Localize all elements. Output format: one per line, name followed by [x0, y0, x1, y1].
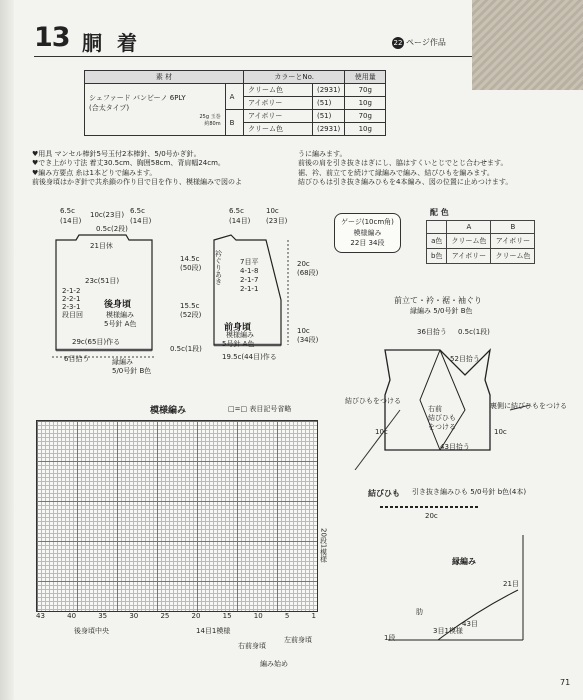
front-d6: 4-1-8	[240, 267, 259, 275]
back-d13: 29c(65目)作る	[72, 338, 121, 346]
front-d19: 衿ぐりあき	[214, 250, 223, 285]
color-table	[426, 220, 535, 264]
front-d12: (52段)	[180, 311, 202, 319]
edge-l4: 結びひもをつける	[345, 397, 401, 405]
row-b-label: b色	[427, 249, 447, 264]
front-d16: (68段)	[297, 269, 319, 277]
border-l2: 43目	[462, 620, 478, 628]
front-d8: 2-1-1	[240, 285, 259, 293]
chart-b3: 右前身頃	[238, 642, 266, 650]
back-d9: 2-1-2	[62, 287, 81, 295]
back-d8: 23c(51目)	[85, 277, 120, 285]
chart-b1: 後身頃中央	[74, 627, 109, 635]
set-a: A	[225, 84, 243, 110]
back-d15: 縁編み	[112, 358, 133, 366]
notes-right	[298, 150, 512, 188]
gauge-l1: ゲージ(10cm角)	[341, 218, 394, 226]
chart-num: 43	[36, 612, 45, 620]
front-sub1: 模様編み	[226, 331, 254, 339]
border-l3: 3目1模様	[433, 627, 463, 635]
note-right-2: 前後の肩を引き抜きはぎにし、脇はすくいとじでとじ合わせます。	[298, 159, 508, 168]
front-d5: 7目平	[240, 258, 259, 266]
front-d10: (50段)	[180, 264, 202, 272]
col-a: A	[447, 221, 491, 234]
note-right-1: うに編みます。	[298, 150, 347, 158]
back-d6: 0.5c(2段)	[96, 225, 128, 233]
no-a1: (2931)	[313, 84, 345, 97]
border-title: 縁編み	[452, 557, 476, 566]
edge-sub: 縁編み 5/0号針 B色	[410, 307, 473, 315]
set-b: B	[225, 110, 243, 136]
colortable-title: 配 色	[430, 208, 449, 217]
edge-l1: 36目拾う	[417, 328, 447, 336]
front-sub2: 5号針 A色	[222, 340, 255, 348]
col-material: 素 材	[85, 71, 244, 84]
row-a-label: a色	[427, 234, 447, 249]
row-b-a: アイボリー	[447, 249, 491, 264]
back-title: 後身頃	[104, 300, 132, 310]
gauge-box	[334, 213, 401, 253]
row-a-a: クリーム色	[447, 234, 491, 249]
amount-b1: 70g	[345, 110, 386, 123]
col-color: カラーとNo.	[244, 71, 345, 84]
front-d9: 14.5c	[180, 255, 200, 263]
note-right-4: 結びひもは引き抜き編みひもを4本編み、図の位置に止めつけます。	[298, 178, 513, 187]
tie-line	[380, 506, 480, 508]
chart-b4: 左前身頃	[284, 636, 312, 644]
front-d14: 19.5c(44目)作る	[222, 353, 277, 361]
color-a1: クリーム色	[244, 84, 313, 97]
chart-b5: 編み始め	[260, 660, 288, 668]
edge-l3: 52目拾う	[450, 355, 480, 363]
tie-sub: 引き抜き編みひも 5/0号針 b色(4本)	[412, 488, 527, 496]
back-d16: 5/0号針 B色	[112, 367, 152, 375]
note-size: ♥でき上がり寸法 着丈30.5cm、胸囲58cm、背肩幅24cm。	[32, 159, 225, 168]
front-d1: 6.5c	[229, 207, 244, 215]
chart-num: 5	[284, 612, 290, 620]
ref-text: ページ作品	[406, 38, 446, 47]
header-rule	[34, 56, 474, 57]
chart-num: 15	[222, 612, 232, 620]
chart-num: 10	[253, 612, 263, 620]
chart-num: 30	[129, 612, 139, 620]
back-d12: 段目回	[62, 311, 83, 319]
edge-l11: 10c	[494, 428, 507, 436]
amount-a2: 10g	[345, 97, 386, 110]
back-d14: 6目拾う	[64, 355, 90, 363]
back-d10: 2-2-1	[62, 295, 81, 303]
chart-side: 20段1模様	[319, 528, 328, 563]
page-reference	[392, 37, 446, 49]
note-body: 前後身頃はかぎ針で共糸鎖の作り目で目を作り、模様編みで図のよ	[32, 178, 242, 187]
no-b1: (51)	[313, 110, 345, 123]
chart-num: 40	[67, 612, 77, 620]
yarn-cell	[85, 84, 226, 136]
front-d15: 20c	[297, 260, 310, 268]
ref-badge: 22	[393, 39, 403, 47]
no-a2: (51)	[313, 97, 345, 110]
page-number: 71	[560, 678, 571, 687]
edge-l5: 10c	[375, 428, 388, 436]
back-sub2: 5号針 A色	[104, 320, 137, 328]
stitch-chart-grid	[36, 420, 318, 612]
front-d11: 15.5c	[180, 302, 200, 310]
border-l5: 肋	[416, 608, 423, 616]
border-l1: 21目	[503, 580, 519, 588]
chart-title: 模様編み	[150, 406, 187, 416]
chart-num: 1	[311, 612, 316, 620]
materials-table	[84, 70, 386, 136]
yarn-type: (合太タイプ)	[89, 103, 130, 112]
edge-l6: 右前	[428, 405, 442, 413]
edge-l9: 43目拾う	[440, 443, 470, 451]
front-d2: (14目)	[229, 217, 251, 225]
chart-legend: □=□ 表目記号省略	[228, 405, 292, 413]
garment-photo	[472, 0, 583, 90]
back-d2: (14目)	[60, 217, 82, 225]
back-d5: (14目)	[130, 217, 152, 225]
row-b-b: クリーム色	[491, 249, 535, 264]
chart-num: 20	[191, 612, 201, 620]
chart-num: 35	[98, 612, 108, 620]
amount-b2: 10g	[345, 123, 386, 136]
front-d17: 10c	[297, 327, 310, 335]
page-binding	[0, 0, 14, 700]
back-d3: 10c(23目)	[90, 211, 125, 219]
back-d4: 6.5c	[130, 207, 145, 215]
edge-l7: 結びひも	[428, 414, 456, 422]
front-d7: 2-1-7	[240, 276, 259, 284]
edge-title: 前立て・衿・裾・袖ぐり	[394, 296, 482, 305]
yarn-note2: 約80m	[204, 120, 221, 127]
color-a2: アイボリー	[244, 97, 313, 110]
back-d11: 2-3-1	[62, 303, 81, 311]
front-d4: (23目)	[266, 217, 288, 225]
chart-num: 25	[160, 612, 170, 620]
note-points: ♥編み方要点 糸は1本どりで編みます。	[32, 168, 157, 177]
edge-l10: 裏側に結びひもをつける	[490, 402, 567, 410]
back-d1: 6.5c	[60, 207, 75, 215]
front-d13: 0.5c(1段)	[170, 345, 202, 353]
border-l4: 1段	[384, 634, 396, 642]
color-b2: クリーム色	[244, 123, 313, 136]
pattern-number: 13	[34, 22, 70, 53]
yarn-name: シェファード バンビーノ 6PLY	[89, 93, 186, 102]
chart-b2: 14目1模様	[196, 627, 231, 635]
gauge-l2: 模様編み	[353, 228, 382, 237]
amount-a1: 70g	[345, 84, 386, 97]
front-title: 前身頃	[224, 323, 252, 333]
back-sub1: 模様編み	[106, 311, 134, 319]
gauge-l3: 22目 34段	[350, 239, 385, 247]
no-b2: (2931)	[313, 123, 345, 136]
edge-l8: をつける	[428, 423, 456, 431]
notes-left	[32, 150, 242, 188]
col-amount: 使用量	[345, 71, 386, 84]
row-a-b: アイボリー	[491, 234, 535, 249]
color-b1: アイボリー	[244, 110, 313, 123]
pattern-title: 胴 着	[82, 31, 141, 55]
note-tools: ♥用具 マンセル棒針5号玉付2本棒針、5/0号かぎ針。	[32, 150, 201, 158]
back-d7: 21目休	[90, 242, 113, 250]
yarn-note1: 25g 玉巻	[199, 113, 221, 120]
tie-len: 20c	[425, 512, 438, 520]
front-d3: 10c	[266, 207, 279, 215]
tie-title: 結びひも	[368, 489, 400, 498]
front-d18: (34段)	[297, 336, 319, 344]
edge-l2: 0.5c(1段)	[458, 328, 490, 336]
col-b: B	[491, 221, 535, 234]
note-right-3: 裾、衿、前立てを続けて縁編みで編み、結びひもを編みます。	[298, 168, 494, 177]
chart-numbers	[36, 612, 316, 621]
